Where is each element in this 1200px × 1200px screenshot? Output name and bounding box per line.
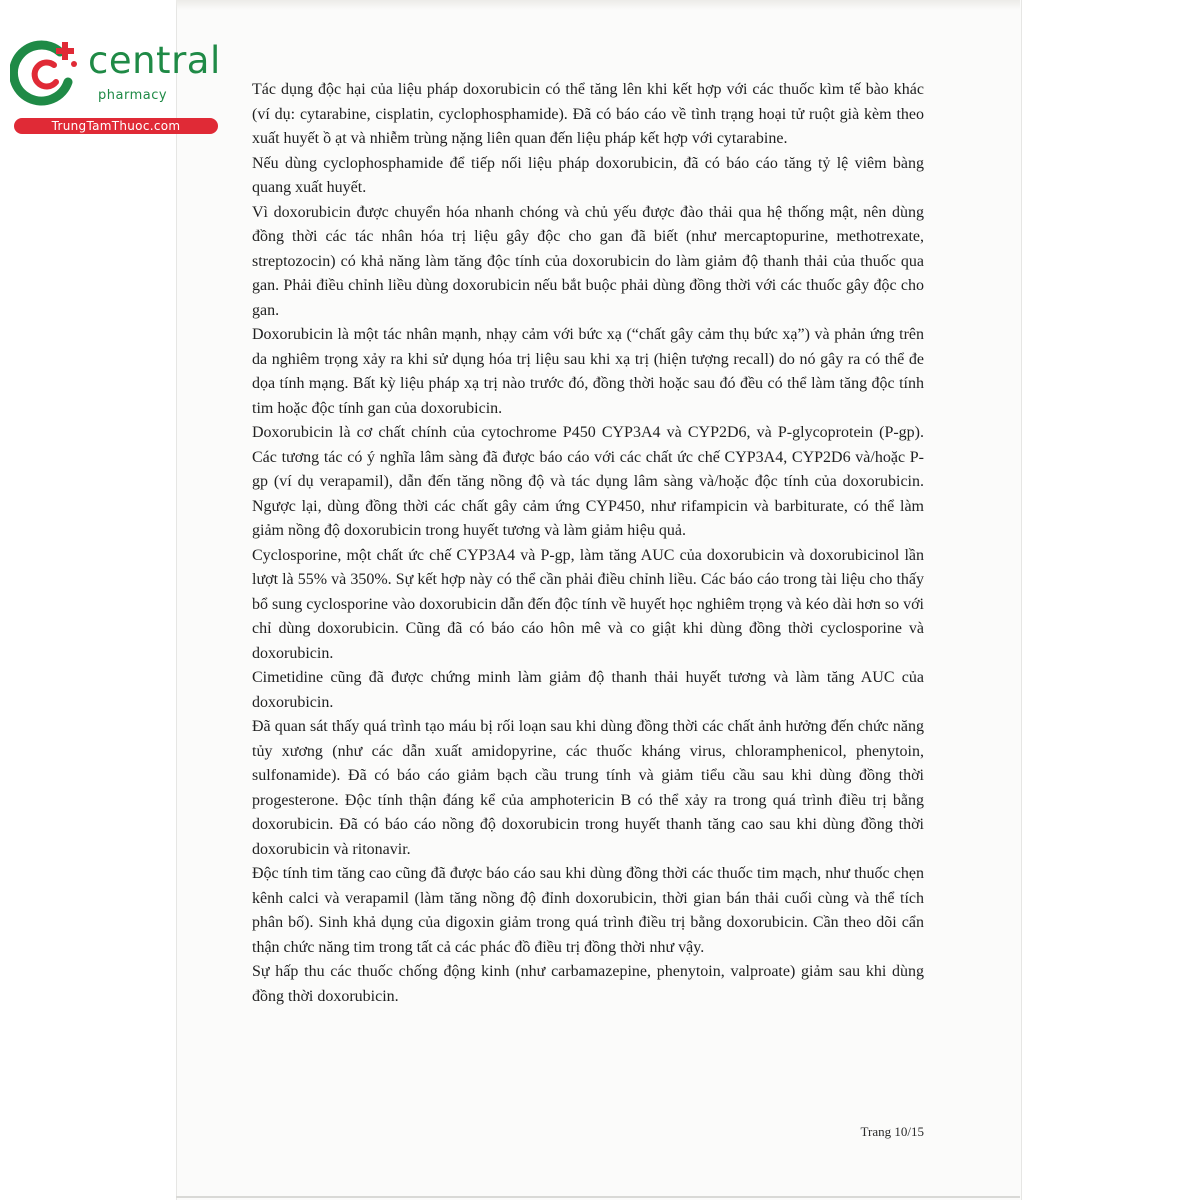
paragraph: Cyclosporine, một chất ức chế CYP3A4 và P-gp, làm tăng AUC của doxorubicin và doxorubicinol lần lượt là 55% và 350%. Sự kết hợp này có thể cần phải điều chỉnh liều. Các báo cáo trong tài liệu cho thấy bổ sung cyclosporine vào doxorubicin dẫn đến độc tính về huyết học nghiêm trọng và kéo dài hơn so với chỉ dùng doxorubicin. Cũng đã có báo cáo hôn mê và co giật khi dùng đồng thời cyclosporine và doxorubicin. <box>252 546 924 662</box>
brand-subtitle: pharmacy <box>98 88 168 103</box>
paragraph: Đã quan sát thấy quá trình tạo máu bị rối loạn sau khi dùng đồng thời các chất ảnh hưởng đến chức năng tủy xương (như các dẫn xuất amidopyrine, các thuốc kháng virus, chloramphenicol, phenytoin, sulfonamide). Đã có báo cáo giảm bạch cầu trung tính và giảm tiểu cầu sau khi dùng đồng thời progesterone. Độc tính thận đáng kể của amphotericin B có thể xảy ra trong quá trình điều trị bằng doxorubicin. Đã có báo cáo nồng độ doxorubicin trong huyết thanh tăng cao sau khi dùng đồng thời doxorubicin và ritonavir. <box>252 718 924 858</box>
pharmacy-cross-icon <box>10 38 82 110</box>
paragraph: Tác dụng độc hại của liệu pháp doxorubicin có thể tăng lên khi kết hợp với các thuốc kìm tế bào khác (ví dụ: cytarabine, cisplatin, cyclophosphamide). Đã có báo cáo về tình trạng hoại tử ruột già kèm theo xuất huyết ồ ạt và nhiễm trùng nặng liên quan đến liệu pháp kết hợp với cytarabine. <box>252 81 924 147</box>
paragraph: Doxorubicin là một tác nhân mạnh, nhạy cảm với bức xạ (“chất gây cảm thụ bức xạ”) và phản ứng trên da nghiêm trọng xảy ra khi sử dụng hóa trị liệu sau khi xạ trị (hiện tượng recall) do nó gây ra có thể đe dọa tính mạng. Bất kỳ liệu pháp xạ trị nào trước đó, đồng thời hoặc sau đó đều có thể làm tăng độc tính tim hoặc độc tính gan của doxorubicin. <box>252 326 924 417</box>
page-top-shadow <box>176 0 1020 10</box>
brand-name: central <box>88 39 221 82</box>
page-number: Trang 10/15 <box>860 1124 924 1139</box>
paragraph: Cimetidine cũng đã được chứng minh làm giảm độ thanh thải huyết tương và làm tăng AUC của doxorubicin. <box>252 669 924 711</box>
paragraph: Độc tính tim tăng cao cũng đã được báo cáo sau khi dùng đồng thời các thuốc tim mạch, như thuốc chẹn kênh calci và verapamil (làm tăng nồng độ đỉnh doxorubicin, thời gian bán thải cuối cùng và thể tích phân bố). Sinh khả dụng của digoxin giảm trong quá trình điều trị bằng doxorubicin. Cần theo dõi cẩn thận chức năng tim trong tất cả các phác đồ điều trị đồng thời như vậy. <box>252 865 924 956</box>
brand-url-badge[interactable]: TrungTamThuoc.com <box>14 118 218 134</box>
paragraph: Vì doxorubicin được chuyển hóa nhanh chóng và chủ yếu được đào thải qua hệ thống mật, nên dùng đồng thời các tác nhân hóa trị liệu gây độc cho gan đã biết (như mercaptopurine, methotrexate, streptozocin) có khả năng làm tăng độc tính của doxorubicin do làm giảm độ thanh thải của thuốc qua gan. Phải điều chỉnh liều dùng doxorubicin nếu bắt buộc phải dùng đồng thời với các thuốc gây độc cho gan. <box>252 203 924 319</box>
paragraph: Sự hấp thu các thuốc chống động kinh (như carbamazepine, phenytoin, valproate) giảm sau khi dùng đồng thời doxorubicin. <box>252 963 924 1005</box>
paragraph: Nếu dùng cyclophosphamide để tiếp nối liệu pháp doxorubicin, đã có báo cáo tăng tỷ lệ viêm bàng quang xuất huyết. <box>252 154 924 196</box>
paragraph: Doxorubicin là cơ chất chính của cytochrome P450 CYP3A4 và CYP2D6, và P-glycoprotein (P-gp). Các tương tác có ý nghĩa lâm sàng đã được báo cáo với các chất ức chế CYP3A4, CYP2D6 và/hoặc P-gp (ví dụ verapamil), dẫn đến tăng nồng độ và tác dụng lâm sàng và/hoặc độc tính của doxorubicin. Ngược lại, dùng đồng thời các chất gây cảm ứng CYP450, như rifampicin và barbiturate, có thể làm giảm nồng độ doxorubicin trong huyết tương và làm giảm hiệu quả. <box>252 424 924 539</box>
page-bottom-edge <box>176 1196 1020 1198</box>
central-pharmacy-logo[interactable] <box>10 38 221 136</box>
document-body <box>252 78 924 1009</box>
